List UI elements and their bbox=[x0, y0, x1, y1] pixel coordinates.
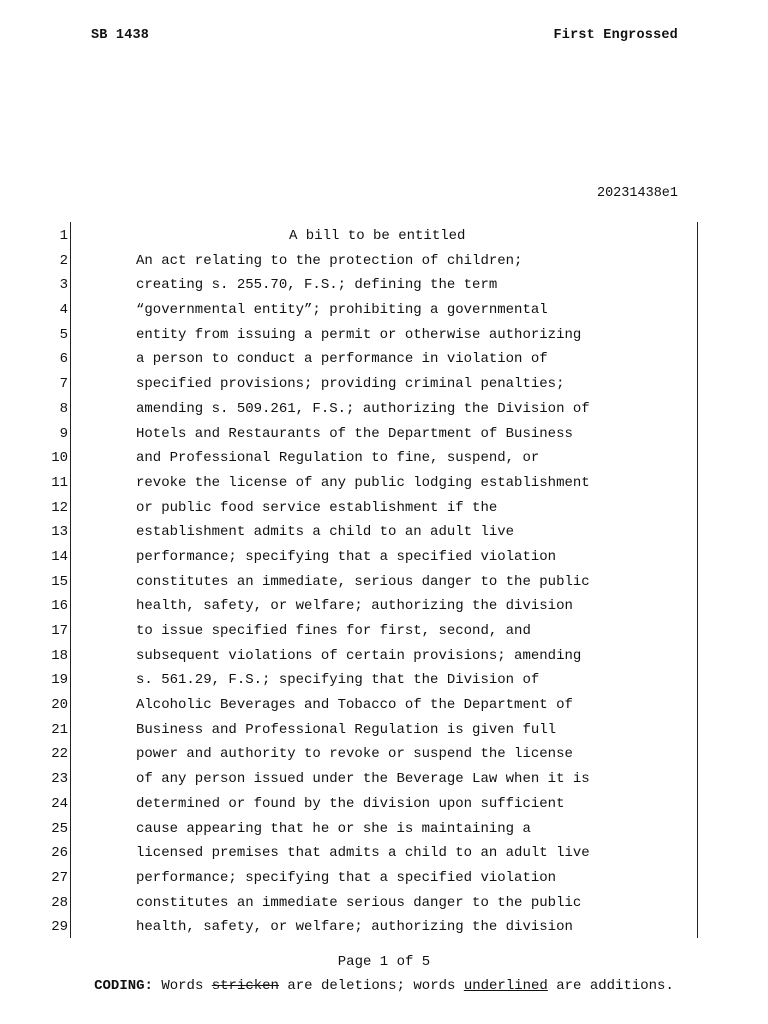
line-text: constitutes an immediate, serious danger to the public bbox=[136, 573, 590, 590]
line-text: creating s. 255.70, F.S.; defining the term bbox=[136, 277, 498, 294]
line-number: 11 bbox=[51, 474, 68, 491]
line-text: cause appearing that he or she is maintaining a bbox=[136, 820, 531, 837]
bill-line bbox=[0, 375, 768, 400]
bill-version: First Engrossed bbox=[553, 28, 678, 43]
line-number: 1 bbox=[59, 228, 68, 244]
bill-line bbox=[0, 499, 768, 524]
line-text: Hotels and Restaurants of the Department of Business bbox=[136, 425, 573, 442]
line-number: 4 bbox=[59, 302, 68, 319]
bill-line bbox=[0, 301, 768, 326]
bill-line bbox=[0, 400, 768, 425]
line-text: to issue specified fines for first, second, and bbox=[136, 623, 531, 639]
line-number: 20 bbox=[51, 697, 68, 714]
page-indicator: Page 1 of 5 bbox=[337, 954, 431, 970]
coding-text-3: are additions. bbox=[547, 978, 674, 994]
coding-underlined-example: underlined bbox=[463, 978, 548, 994]
bill-line bbox=[0, 918, 768, 943]
bill-line bbox=[0, 721, 768, 746]
bill-line bbox=[0, 696, 768, 721]
line-number: 5 bbox=[59, 326, 68, 343]
line-number: 21 bbox=[51, 721, 68, 738]
line-number: 9 bbox=[59, 425, 68, 442]
bill-line bbox=[0, 523, 768, 548]
line-text: performance; specifying that a specified violation bbox=[136, 548, 557, 565]
line-text: Business and Professional Regulation is given full bbox=[136, 721, 557, 738]
line-text: A bill to be entitled bbox=[289, 228, 466, 244]
bill-line bbox=[0, 671, 768, 696]
line-text: “governmental entity”; prohibiting a governmental bbox=[136, 302, 548, 319]
coding-label: CODING: bbox=[94, 978, 153, 994]
bill-line bbox=[0, 449, 768, 474]
line-number: 13 bbox=[51, 524, 68, 541]
line-text: performance; specifying that a specified violation bbox=[136, 869, 557, 886]
document-number: 20231438e1 bbox=[596, 186, 678, 201]
bill-line bbox=[0, 548, 768, 573]
line-text: health, safety, or welfare; authorizing the division bbox=[136, 598, 573, 615]
line-number: 15 bbox=[51, 573, 68, 590]
line-text: licensed premises that admits a child to an adult live bbox=[136, 845, 590, 862]
bill-line bbox=[0, 622, 768, 647]
line-text: subsequent violations of certain provisions; amending bbox=[136, 647, 582, 664]
bill-line bbox=[0, 869, 768, 894]
bill-line bbox=[0, 573, 768, 598]
line-text: An act relating to the protection of children; bbox=[136, 252, 523, 269]
bill-text-lines bbox=[0, 227, 768, 943]
line-number: 29 bbox=[51, 919, 68, 936]
line-number: 12 bbox=[51, 499, 68, 516]
coding-stricken-example: stricken bbox=[211, 978, 279, 994]
line-number: 18 bbox=[51, 647, 68, 664]
bill-number: SB 1438 bbox=[91, 28, 150, 43]
line-text: amending s. 509.261, F.S.; authorizing the Division of bbox=[136, 400, 590, 417]
bill-line bbox=[0, 795, 768, 820]
line-number: 8 bbox=[59, 400, 68, 417]
line-text: and Professional Regulation to fine, suspend, or bbox=[136, 450, 540, 467]
bill-line bbox=[0, 597, 768, 622]
line-number: 19 bbox=[51, 672, 68, 689]
line-number: 27 bbox=[51, 869, 68, 886]
line-number: 28 bbox=[51, 894, 68, 911]
line-text: a person to conduct a performance in violation of bbox=[136, 351, 548, 368]
line-number: 14 bbox=[51, 548, 68, 565]
coding-text-1: Words bbox=[152, 978, 212, 994]
coding-legend bbox=[0, 978, 768, 994]
line-number: 6 bbox=[59, 351, 68, 368]
line-number: 24 bbox=[51, 795, 68, 812]
line-number: 3 bbox=[59, 277, 68, 294]
line-number: 22 bbox=[51, 746, 68, 763]
line-number: 10 bbox=[51, 450, 68, 467]
line-text: specified provisions; providing criminal penalties; bbox=[136, 376, 565, 393]
line-number: 2 bbox=[59, 252, 68, 269]
line-text: health, safety, or welfare; authorizing the division bbox=[136, 919, 573, 936]
line-text: entity from issuing a permit or otherwise authorizing bbox=[136, 326, 582, 343]
bill-line bbox=[0, 350, 768, 375]
bill-line bbox=[0, 276, 768, 301]
coding-text-2: are deletions; words bbox=[278, 978, 464, 994]
line-text: s. 561.29, F.S.; specifying that the Division of bbox=[136, 672, 540, 689]
bill-line bbox=[0, 326, 768, 351]
bill-line bbox=[0, 425, 768, 450]
bill-line bbox=[0, 745, 768, 770]
bill-line bbox=[0, 252, 768, 277]
bill-line bbox=[0, 894, 768, 919]
line-number: 25 bbox=[51, 820, 68, 837]
line-text: constitutes an immediate serious danger to the public bbox=[136, 894, 582, 911]
bill-line bbox=[0, 227, 768, 252]
line-text: Alcoholic Beverages and Tobacco of the Department of bbox=[136, 697, 573, 714]
bill-line bbox=[0, 770, 768, 795]
bill-line bbox=[0, 820, 768, 845]
line-number: 23 bbox=[51, 771, 68, 788]
line-text: revoke the license of any public lodging establishment bbox=[136, 474, 590, 491]
line-number: 7 bbox=[59, 376, 68, 393]
line-number: 16 bbox=[51, 598, 68, 615]
bill-line bbox=[0, 647, 768, 672]
line-text: determined or found by the division upon sufficient bbox=[136, 795, 565, 812]
line-text: power and authority to revoke or suspend the license bbox=[136, 746, 573, 763]
line-text: or public food service establishment if the bbox=[136, 499, 498, 516]
line-number: 26 bbox=[51, 845, 68, 862]
line-text: of any person issued under the Beverage Law when it is bbox=[136, 771, 590, 788]
line-text: establishment admits a child to an adult live bbox=[136, 524, 515, 541]
bill-line bbox=[0, 474, 768, 499]
line-number: 17 bbox=[51, 623, 68, 639]
bill-line bbox=[0, 844, 768, 869]
